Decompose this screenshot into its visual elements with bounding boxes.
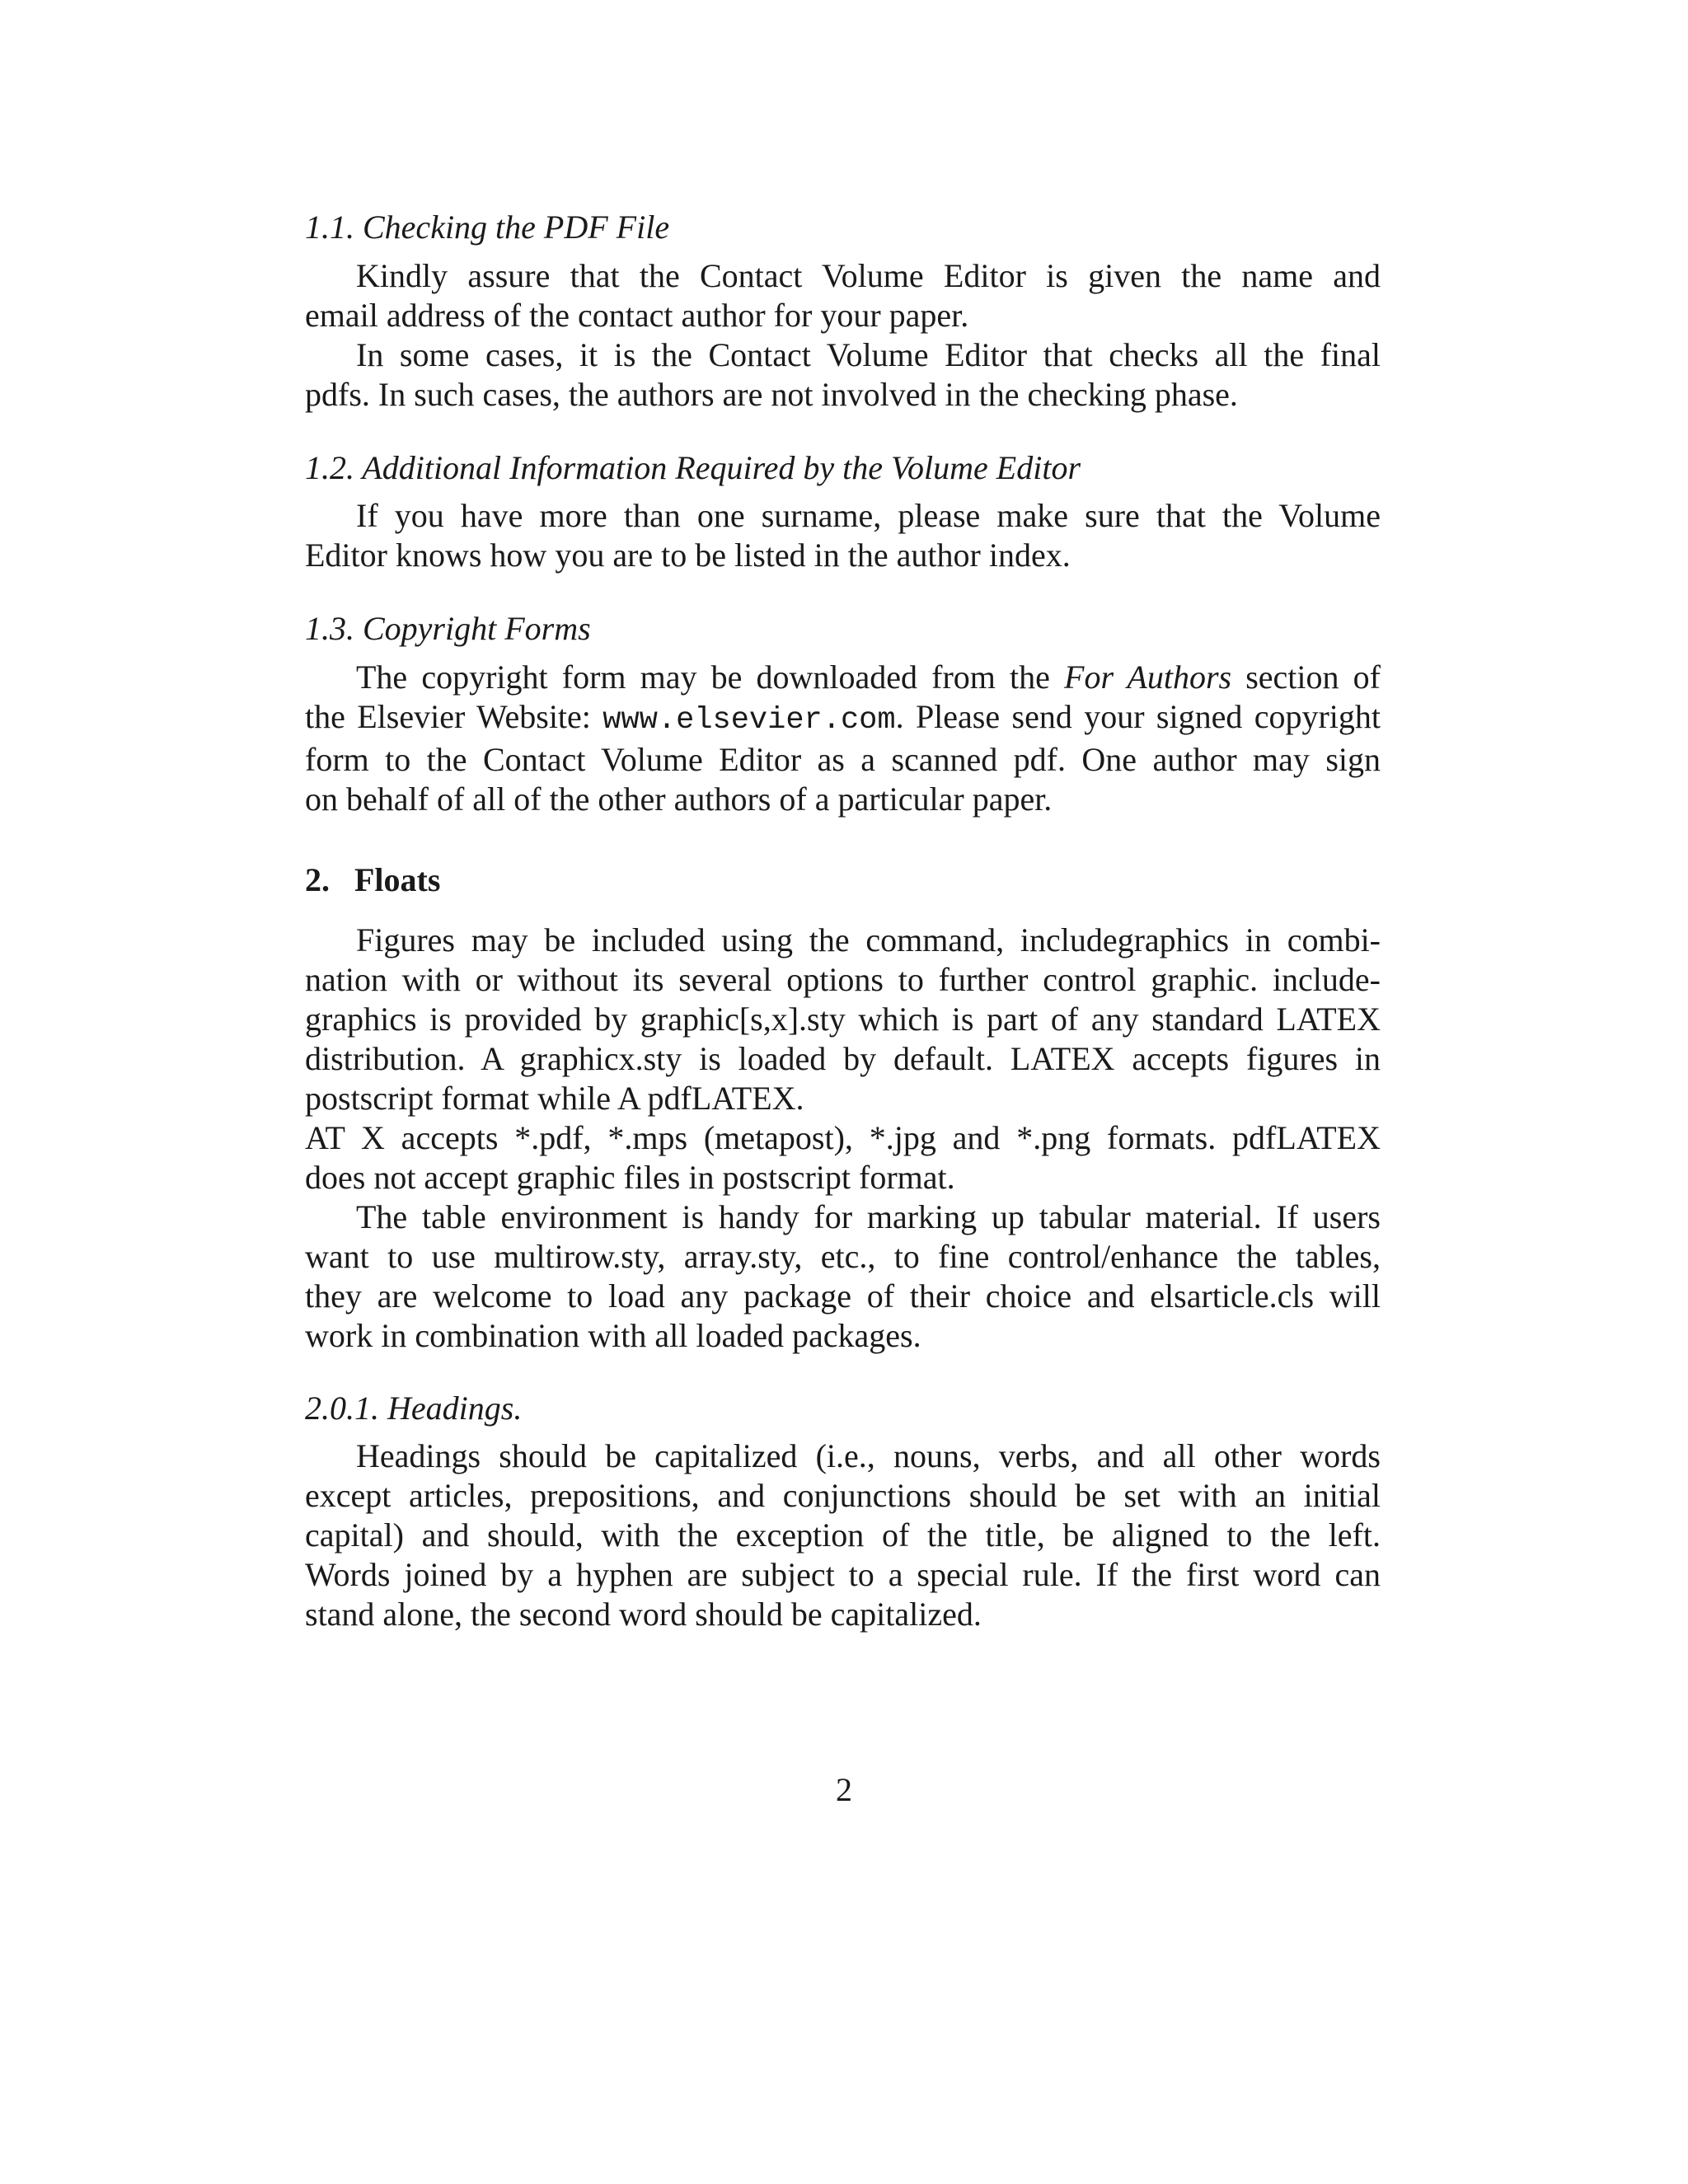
text-segment: The copyright form may be downloaded from the [356, 658, 1065, 696]
subsection-heading-copyright-forms: 1.3. Copyright Forms [305, 610, 591, 647]
text-line: graphics is provided by graphic[s,x].sty which is part of any standard LATEX [305, 1001, 1381, 1038]
text-line: Figures may be included using the command, includegraphics in combi- [356, 921, 1381, 958]
text-line: want to use multirow.sty, array.sty, etc., to fine control/enhance the tables, [305, 1238, 1381, 1275]
text-line: distribution. A graphicx.sty is loaded by default. LATEX accepts figures in [305, 1040, 1381, 1077]
text-line: capital) and should, with the exception of the title, be aligned to the left. [305, 1516, 1381, 1554]
section-number: 2. [305, 861, 330, 898]
paragraph-checking-pdf [305, 256, 1381, 415]
text-line: does not accept graphic files in postscript format. [305, 1159, 955, 1196]
text-line: Kindly assure that the Contact Volume Editor is given the name and [356, 257, 1381, 294]
text-line: Words joined by a hyphen are subject to a special rule. If the first word can [305, 1556, 1381, 1593]
text-line: on behalf of all of the other authors of a particular paper. [305, 780, 1053, 818]
text-line: pdfs. In such cases, the authors are not involved in the checking phase. [305, 376, 1238, 413]
text-line: In some cases, it is the Contact Volume Editor that checks all the final [356, 336, 1381, 373]
text-line: If you have more than one surname, please make sure that the Volume [356, 497, 1381, 534]
text-line: email address of the contact author for your paper. [305, 297, 969, 334]
paragraph-additional-info [305, 496, 1381, 575]
subsection-heading-checking-pdf: 1.1. Checking the PDF File [305, 209, 670, 246]
text-segment: . Please send your signed copyright [895, 698, 1381, 735]
page-number: 2 [836, 1771, 852, 1808]
elsevier-url-link[interactable]: www.elsevier.com [603, 703, 896, 738]
text-line: The table environment is handy for marking up tabular material. If users [356, 1198, 1381, 1235]
text-segment: the Elsevier Website: [305, 698, 603, 735]
subsubsection-heading-headings: 2.0.1. Headings. [305, 1390, 523, 1427]
text-line [305, 658, 1381, 697]
text-line: except articles, prepositions, and conjunctions should be set with an initial [305, 1477, 1381, 1514]
text-line: nation with or without its several options to further control graphic. include- [305, 961, 1381, 998]
subsection-heading-additional-info: 1.2. Additional Information Required by the Volume Editor [305, 449, 1081, 486]
text-line: Headings should be capitalized (i.e., nouns, verbs, and all other words [356, 1437, 1381, 1474]
text-line: form to the Contact Volume Editor as a scanned pdf. One author may sign [305, 741, 1381, 778]
text-line: work in combination with all loaded packages. [305, 1317, 921, 1354]
text-line [305, 697, 1381, 740]
section-title: Floats [354, 861, 441, 898]
text-line: stand alone, the second word should be capitalized. [305, 1596, 982, 1633]
text-line: they are welcome to load any package of their choice and elsarticle.cls will [305, 1277, 1381, 1315]
text-line: postscript format while A pdfLATEX. [305, 1080, 804, 1117]
section-heading-floats [305, 860, 440, 900]
paragraph-floats-figures [305, 921, 1381, 1197]
text-segment: section of [1231, 658, 1381, 696]
text-line: Editor knows how you are to be listed in the author index. [305, 537, 1071, 574]
for-authors-emphasis: For Authors [1064, 658, 1232, 696]
text-line: AT X accepts *.pdf, *.mps (metapost), *.jpg and *.png formats. pdfLATEX [305, 1119, 1381, 1156]
paragraph-headings [305, 1436, 1381, 1634]
paragraph-floats-tables [305, 1197, 1381, 1356]
paragraph-copyright-forms [305, 658, 1381, 819]
